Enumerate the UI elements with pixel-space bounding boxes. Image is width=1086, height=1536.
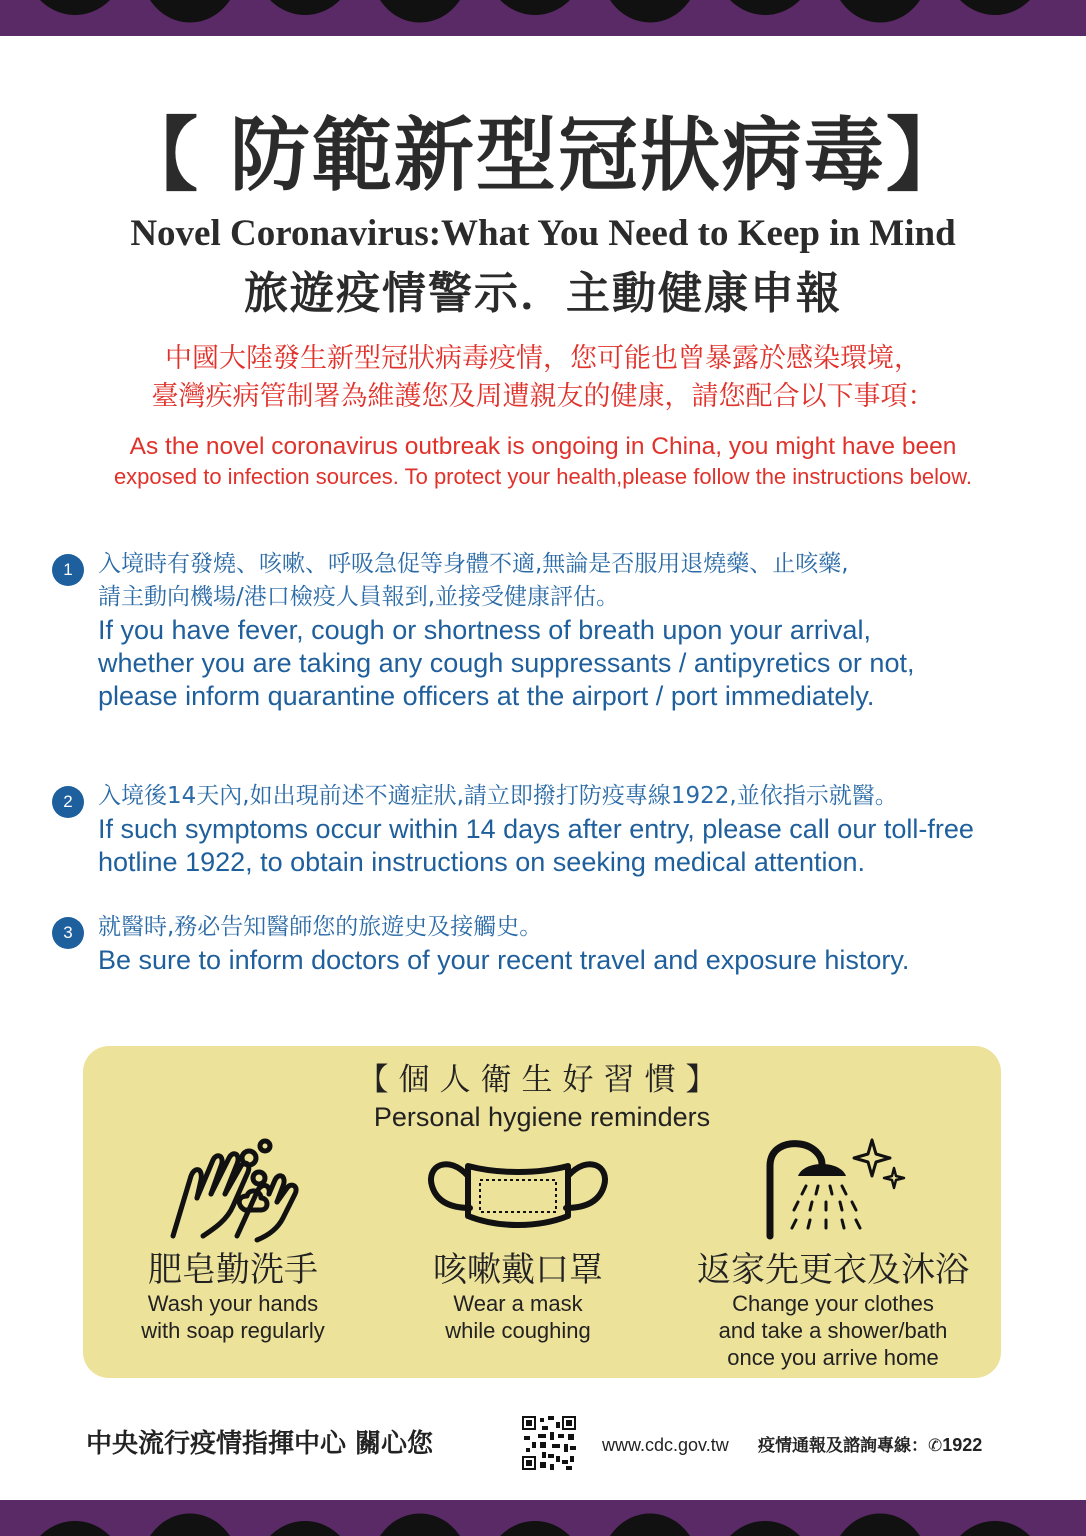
item-en-line: please inform quarantine officers at the airport / port immediately. [98, 681, 875, 711]
hygiene-title-english: Personal hygiene reminders [373, 1102, 711, 1132]
item-en-line: If you have fever, cough or shortness of breath upon your arrival, [98, 615, 871, 645]
tip-label-en: Wear a mask [453, 1291, 583, 1316]
page-title: 【 防範新型冠狀病毒】 [118, 108, 968, 202]
instruction-item-3 [52, 911, 1042, 977]
item-en-line: whether you are taking any cough suppressants / antipyretics or not, [98, 648, 915, 678]
tip-label-en: while coughing [445, 1318, 591, 1343]
hygiene-title: 【個人衛生好習慣】 [357, 1062, 727, 1098]
handwash-icon [153, 1136, 313, 1246]
hygiene-reminders-box [83, 1046, 1001, 1378]
hygiene-tip-mask [383, 1136, 653, 1344]
page-title-english: Novel Coronavirus:What You Need to Keep in Mind [130, 213, 956, 254]
notice-english [30, 432, 1056, 492]
item-en-line: hotline 1922, to obtain instructions on seeking medical attention. [98, 847, 865, 877]
item-number-badge: 3 [52, 917, 84, 949]
item-zh-line: 入境後14天內,如出現前述不適症狀,請立即撥打防疫專線1922,並依指示就醫。 [98, 783, 898, 809]
item-zh-line: 就醫時,務必告知醫師您的旅遊史及接觸史。 [98, 914, 543, 940]
notice-zh-line1: 中國大陸發生新型冠狀病毒疫情，您可能也曾暴露於感染環境， [165, 343, 921, 374]
hygiene-tip-handwash [103, 1136, 363, 1344]
item-zh-line: 請主動向機場/港口檢疫人員報到,並接受健康評估。 [98, 584, 620, 610]
shower-icon [748, 1136, 918, 1246]
qr-code-icon[interactable] [522, 1416, 576, 1470]
tip-label-en: Wash your hands [147, 1291, 319, 1316]
item-zh-line: 入境時有發燒、咳嗽、呼吸急促等身體不適,無論是否服用退燒藥、止咳藥, [98, 551, 849, 577]
tip-label-zh: 肥皂勤洗手 [148, 1250, 318, 1290]
page-subtitle: 旅遊疫情警示．主動健康申報 [244, 268, 842, 319]
item-number-badge: 2 [52, 786, 84, 818]
footer-website[interactable]: www.cdc.gov.tw [602, 1435, 729, 1455]
instruction-item-1 [52, 548, 1042, 713]
instruction-item-2 [52, 780, 1042, 879]
hygiene-tip-shower [673, 1136, 993, 1371]
phone-icon: ✆ [928, 1436, 943, 1456]
notice-chinese [40, 340, 1046, 416]
notice-en-line2: exposed to infection sources. To protect your health,please follow the instructions below. [113, 464, 973, 489]
tip-label-en: once you arrive home [727, 1345, 939, 1370]
tip-label-en: and take a shower/bath [718, 1318, 948, 1343]
item-en-line: Be sure to inform doctors of your recent travel and exposure history. [98, 945, 910, 975]
tip-label-zh: 咳嗽戴口罩 [433, 1250, 603, 1290]
footer-hotline [758, 1432, 982, 1459]
top-decorative-band [0, 0, 1086, 36]
bottom-decorative-band [0, 1500, 1086, 1536]
notice-en-line1: As the novel coronavirus outbreak is ongoing in China, you might have been [129, 433, 957, 460]
tip-label-en: Change your clothes [732, 1291, 934, 1316]
item-en-line: If such symptoms occur within 14 days after entry, please call our toll-free [98, 814, 974, 844]
tip-label-en: with soap regularly [141, 1318, 325, 1343]
item-number-badge: 1 [52, 554, 84, 586]
mask-icon [418, 1136, 618, 1246]
tip-label-zh: 返家先更衣及沐浴 [697, 1250, 969, 1290]
hotline-label: 疫情通報及諮詢專線： [758, 1436, 928, 1456]
notice-zh-line2: 臺灣疾病管制署為維護您及周遭親友的健康，請您配合以下事項： [151, 381, 935, 412]
hotline-number: 1922 [942, 1435, 983, 1455]
footer-organization: 中央流行疫情指揮中心 關心您 [86, 1429, 434, 1459]
